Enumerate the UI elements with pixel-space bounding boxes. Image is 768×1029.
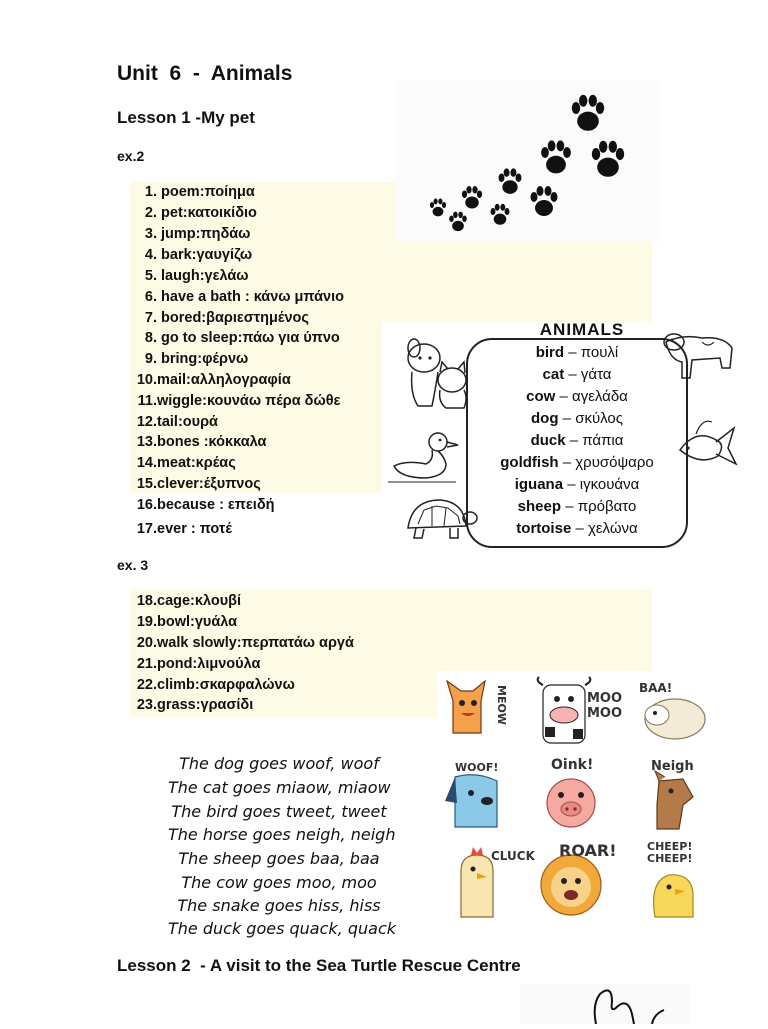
glossary-row: cat – γάτα: [542, 366, 612, 383]
vocab-num: 10.: [136, 372, 157, 388]
vocab-text: because : επειδή: [157, 497, 275, 513]
glossary-en: bird: [535, 344, 565, 361]
vocab-item: [133, 308, 309, 329]
glossary-row: iguana – ιγκουάνα: [514, 476, 640, 493]
vocab-text: have a bath : κάνω μπάνιο: [161, 289, 344, 305]
vocab-num: 23.: [136, 697, 157, 713]
vocab-num: 20.: [136, 635, 157, 651]
poem-line: The bird goes tweet, tweet: [171, 802, 387, 821]
vocab-text: tail:ουρά: [157, 414, 218, 430]
glossary-en: duck: [530, 432, 566, 449]
vocab-item: [133, 612, 237, 633]
vocab-text: go to sleep:πάω για ύπνο: [161, 330, 340, 346]
glossary-row: dog – σκύλος: [531, 410, 623, 427]
glossary-gr: ιγκουάνα: [579, 476, 640, 493]
vocab-num: 15.: [136, 476, 157, 492]
vocab-num: 6.: [144, 289, 157, 305]
sound-cell-sheep: [635, 671, 719, 745]
sound-text: Neigh: [651, 759, 694, 774]
vocab-item: [133, 328, 340, 349]
poem-line: The cat goes miaow, miaow: [168, 778, 391, 797]
vocab-item: [133, 287, 344, 308]
vocab-num: 19.: [136, 614, 157, 630]
glossary-en: goldfish: [500, 454, 559, 471]
animals-glossary: [382, 318, 742, 550]
duck-icon: [386, 430, 460, 486]
vocab-text: poem:ποίημα: [161, 184, 255, 200]
vocab-text: meat:κρέας: [157, 455, 236, 471]
vocab-num: 18.: [136, 593, 157, 609]
vocab-text: bring:φέρνω: [161, 351, 249, 367]
poem-line: The snake goes hiss, hiss: [177, 896, 381, 915]
glossary-gr: πρόβατο: [577, 498, 637, 515]
lesson1-title: Lesson 1 -My pet: [117, 108, 255, 127]
turtle-drawing-partial: [520, 984, 690, 1024]
puppy-kitten-icon: [402, 336, 474, 412]
glossary-row: bird – πουλί: [535, 344, 619, 361]
vocab-item: [133, 654, 260, 675]
vocab-text: pet:κατοικίδιο: [161, 205, 257, 221]
vocab-num: 21.: [136, 656, 157, 672]
glossary-gr: σκύλος: [575, 410, 623, 427]
vocab-num: 2.: [144, 205, 157, 221]
vocab-num: 13.: [136, 434, 157, 450]
vocab-item: [133, 495, 274, 516]
glossary-gr: χρυσόψαρο: [575, 454, 654, 471]
vocab-text: walk slowly:περπατάω αργά: [157, 635, 354, 651]
poem-line: The cow goes moo, moo: [181, 873, 377, 892]
glossary-en: cow: [526, 388, 556, 405]
paw-prints-illustration: [396, 80, 660, 242]
vocab-item: [133, 591, 241, 612]
glossary-row: duck – πάπια: [530, 432, 624, 449]
glossary-row: tortoise – χελώνα: [516, 520, 638, 537]
cat-icon: [437, 671, 497, 745]
vocab-text: mail:αλληλογραφία: [157, 372, 291, 388]
ex3-label: ex. 3: [117, 557, 149, 573]
poem-line: The horse goes neigh, neigh: [168, 825, 396, 844]
vocab-num: 8.: [144, 330, 157, 346]
vocab-num: 12.: [136, 414, 157, 430]
vocab-item: [133, 432, 266, 453]
sound-text: CHEEP! CHEEP!: [647, 840, 693, 865]
animal-sounds-grid: [437, 671, 715, 921]
sound-cell-lion: [537, 841, 621, 915]
glossary-en: iguana: [514, 476, 564, 493]
vocab-text: bored:βαριεστημένος: [161, 310, 309, 326]
vocab-text: bones :κόκκαλα: [157, 434, 267, 450]
vocab-text: grass:γρασίδι: [157, 697, 254, 713]
glossary-en: sheep: [517, 498, 562, 515]
vocab-item: [133, 224, 250, 245]
vocab-text: jump:πηδάω: [161, 226, 251, 242]
sound-text: MEOW: [495, 685, 508, 725]
glossary-gr: πάπια: [582, 432, 624, 449]
poem-line: The dog goes woof, woof: [179, 754, 379, 773]
vocab-item: [133, 182, 255, 203]
cow-icon: [662, 328, 740, 386]
sound-cell-chicken: [447, 843, 535, 917]
glossary-gr: γάτα: [580, 366, 612, 383]
vocab-item: [133, 633, 354, 654]
vocab-num: 3.: [144, 226, 157, 242]
animals-title: ANIMALS: [539, 320, 625, 339]
glossary-row: cow – αγελάδα: [526, 388, 628, 405]
sound-text: Oink!: [551, 757, 594, 773]
vocab-item: [133, 245, 252, 266]
vocab-num: 9.: [144, 351, 157, 367]
vocab-text: clever:έξυπνος: [157, 476, 261, 492]
unit-title: Unit 6 - Animals: [117, 62, 293, 85]
vocab-num: 22.: [136, 677, 157, 693]
sound-text: ROAR!: [559, 841, 617, 860]
glossary-row: goldfish – χρυσόψαρο: [500, 454, 654, 471]
sound-cell-cat: [437, 671, 521, 745]
vocab-num: 7.: [144, 310, 157, 326]
vocab-num: 14.: [136, 455, 157, 471]
vocab-item: [133, 519, 232, 540]
vocab-text: wiggle:κουνάω πέρα δώθε: [157, 393, 341, 409]
poem-line: The duck goes quack, quack: [168, 919, 396, 938]
glossary-gr: χελώνα: [587, 520, 638, 537]
sound-cell-cow: [535, 671, 623, 745]
vocab-num: 11.: [137, 393, 157, 409]
vocab-text: ever : ποτέ: [157, 521, 232, 537]
vocab-item: [133, 412, 218, 433]
sound-text: MOO MOO: [587, 691, 623, 721]
vocab-item: [133, 675, 295, 696]
vocab-item: [133, 370, 291, 391]
vocab-num: 17.: [136, 521, 157, 537]
vocab-text: bark:γαυγίζω: [161, 247, 253, 263]
vocab-num: 1.: [144, 184, 157, 200]
glossary-gr: πουλί: [580, 344, 619, 361]
vocab-item: [133, 474, 261, 495]
paw-prints-icon: [396, 80, 660, 242]
glossary-en: dog: [531, 410, 559, 427]
glossary-en: cat: [542, 366, 565, 383]
vocab-item: [133, 266, 249, 287]
vocab-text: pond:λιμνούλα: [157, 656, 261, 672]
glossary-row: sheep – πρόβατο: [517, 498, 637, 515]
sound-cell-chick: [639, 841, 723, 915]
sound-cell-horse: [643, 757, 727, 831]
vocab-text: bowl:γυάλα: [157, 614, 238, 630]
sound-cell-dog: [437, 757, 521, 831]
poem-line: The sheep goes baa, baa: [178, 849, 380, 868]
vocab-num: 4.: [144, 247, 157, 263]
glossary-gr: αγελάδα: [572, 388, 628, 405]
glossary-en: tortoise: [516, 520, 572, 537]
vocab-text: laugh:γελάω: [161, 268, 249, 284]
lesson2-title: Lesson 2 - A visit to the Sea Turtle Rescue Centre: [117, 956, 521, 975]
vocab-text: climb:σκαρφαλώνω: [157, 677, 295, 693]
sound-text: WOOF!: [455, 761, 499, 774]
vocab-item: [133, 453, 236, 474]
vocab-item: [133, 349, 248, 370]
vocab-num: 16.: [136, 497, 157, 513]
cow-icon: [535, 671, 595, 745]
goldfish-icon: [672, 414, 740, 474]
tortoise-icon: [402, 494, 478, 544]
sound-text: BAA!: [639, 681, 673, 695]
ex2-label: ex.2: [117, 148, 145, 164]
vocab-item: [133, 695, 253, 716]
sound-cell-pig: [537, 757, 621, 831]
vocab-num: 5.: [144, 268, 157, 284]
vocab-item: [133, 203, 257, 224]
vocab-text: cage:κλουβί: [157, 593, 242, 609]
vocab-item: [133, 391, 340, 412]
turtle-sketch-icon: [520, 984, 690, 1024]
sound-text: CLUCK: [491, 849, 535, 863]
